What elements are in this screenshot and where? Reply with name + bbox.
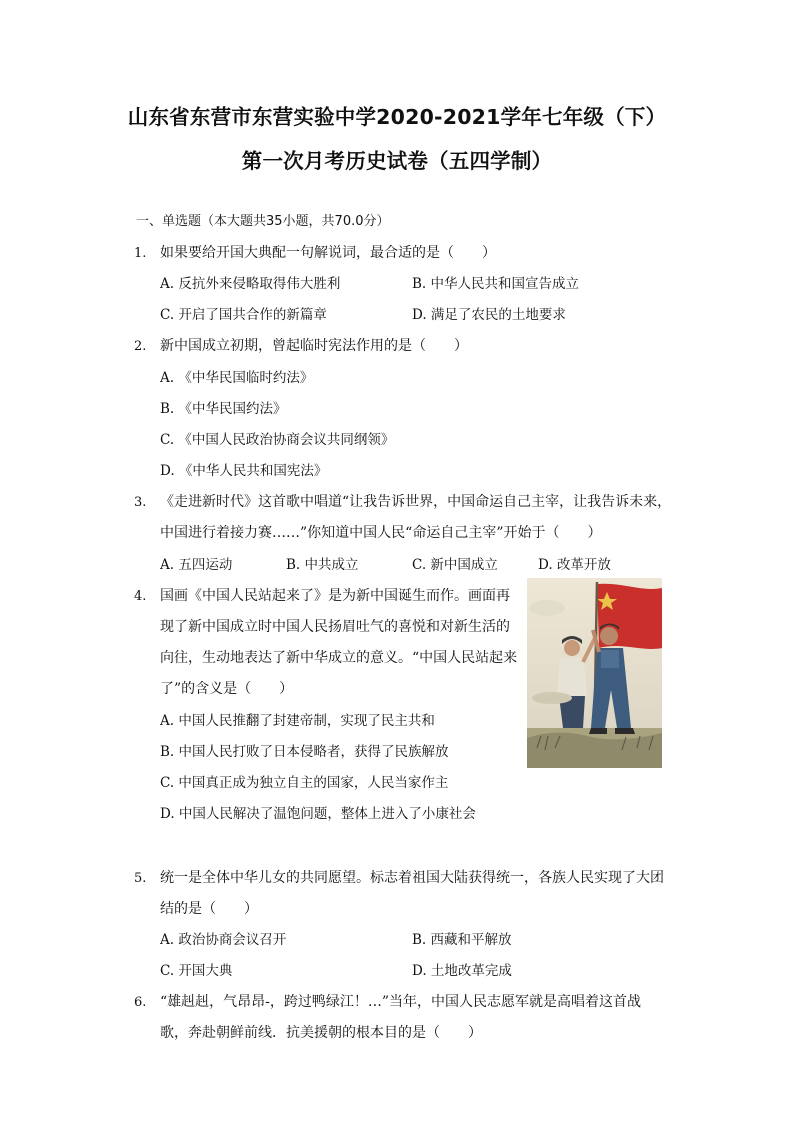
option-c: C. 新中国成立 [412, 557, 498, 573]
question-stem-line1: 《走进新时代》这首歌中唱道“让我告诉世界，中国命运自己主宰，让我告诉未来， [160, 494, 672, 510]
option-d: D. 土地改革完成 [412, 963, 512, 979]
question-stem-line2: 歌，奔赴朝鲜前线．抗美援朝的根本目的是（ ） [160, 1025, 482, 1041]
question-number: 2. [134, 339, 147, 354]
option-a: A. 反抗外来侵略取得伟大胜利 [160, 276, 341, 292]
option-d: D. 《中华人民共和国宪法》 [160, 463, 328, 479]
question-number: 4. [134, 589, 147, 604]
question-number: 1. [134, 246, 147, 261]
question-stem-line2: 结的是（ ） [160, 901, 258, 917]
question-number: 6. [134, 995, 147, 1010]
paper-title-line2: 第一次月考历史试卷（五四学制） [241, 149, 553, 173]
option-a: A. 《中华民国临时约法》 [160, 370, 314, 386]
option-b: B. 中共成立 [286, 557, 359, 573]
question-stem: 如果要给开国大典配一句解说词，最合适的是（ ） [160, 245, 496, 261]
paper-title-line1: 山东省东营市东营实验中学2020-2021学年七年级（下） [127, 105, 667, 129]
option-b: B. 中国人民打败了日本侵略者，获得了民族解放 [160, 744, 449, 760]
option-c: C. 开国大典 [160, 963, 233, 979]
question-stem-line3: 向往，生动地表达了新中华成立的意义。“中国人民站起来 [160, 650, 518, 666]
option-b: B. 《中华民国约法》 [160, 401, 287, 417]
question-number: 3. [134, 495, 147, 510]
option-a: A. 中国人民推翻了封建帝制，实现了民主共和 [160, 713, 435, 729]
option-d: D. 满足了农民的土地要求 [412, 307, 566, 323]
option-a: A. 政治协商会议召开 [160, 932, 287, 948]
option-d: D. 中国人民解决了温饱问题，整体上进入了小康社会 [160, 806, 476, 822]
question-number: 5. [134, 871, 147, 886]
option-d: D. 改革开放 [538, 557, 611, 573]
question-stem-line1: “雄赳赳，气昂昂-，跨过鸭绿江！…”当年，中国人民志愿军就是高唱着这首战 [160, 994, 642, 1010]
question-stem: 新中国成立初期，曾起临时宪法作用的是（ ） [160, 338, 468, 354]
option-c: C. 《中国人民政治协商会议共同纲领》 [160, 432, 395, 448]
question-stem-line1: 统一是全体中华儿女的共同愿望。标志着祖国大陆获得统一，各族人民实现了大团 [160, 870, 664, 886]
question-stem-line2: 中国进行着接力赛……”你知道中国人民“命运自己主宰”开始于（ ） [160, 525, 602, 541]
question-stem-line1: 国画《中国人民站起来了》是为新中国诞生而作。画面再 [160, 588, 510, 604]
option-a: A. 五四运动 [160, 557, 233, 573]
section-heading: 一、单选题（本大题共35小题，共70.0分） [136, 214, 390, 229]
option-c: C. 中国真正成为独立自主的国家，人民当家作主 [160, 775, 449, 791]
question-stem-line4: 了”的含义是（ ） [160, 681, 294, 697]
painting-image [527, 578, 662, 768]
option-b: B. 西藏和平解放 [412, 932, 512, 948]
option-c: C. 开启了国共合作的新篇章 [160, 307, 327, 323]
question-stem-line2: 现了新中国成立时中国人民扬眉吐气的喜悦和对新生活的 [160, 619, 510, 635]
option-b: B. 中华人民共和国宣告成立 [412, 276, 580, 292]
